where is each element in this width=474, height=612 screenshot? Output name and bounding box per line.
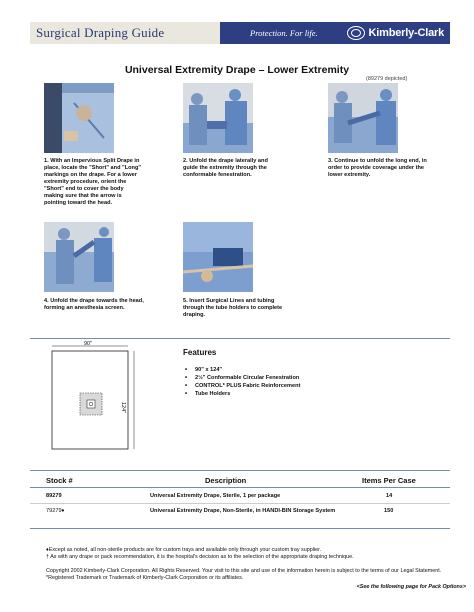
row-1-qty: 14 [386,493,393,499]
feature-item: • 90" x 124" [185,366,300,374]
page-header [30,22,450,44]
table-bottom-divider [30,528,450,529]
step-5-photo [183,222,253,292]
kc-emblem-icon [347,26,365,40]
step-1-photo [44,83,114,153]
table-row-divider [30,503,450,504]
features-list [185,366,300,398]
step-2-caption: 2. Unfold the drape laterally and guide the extremity through the conformable fenestration. [183,158,268,178]
row-2-qty: 150 [384,508,394,514]
feature-item: • CONTROL* PLUS Fabric Reinforcement [185,382,300,390]
step-3-caption: 3. Continue to unfold the long end, in order to provide coverage under the lower extremity. [328,158,427,178]
width-dimension-label: 90" [84,341,93,347]
depicted-note: (89279 depicted) [366,76,408,82]
col-header-stock: Stock # [46,476,73,485]
header-brand-panel [220,22,450,44]
header-title-panel [30,22,220,44]
document-title: Universal Extremity Drape – Lower Extremity [124,64,350,76]
step-5-caption: 5. Insert Surgical Lines and tubing through the tube holders to complete draping. [183,298,283,318]
see-next-page-link[interactable]: <See the following page for Pack Options> [356,584,466,590]
step-2-photo [183,83,253,153]
kimberly-clark-logo [347,26,444,40]
row-1-stock: 89279 [46,493,62,499]
table-top-divider [30,470,450,471]
feature-item: • Tube Holders [185,390,300,398]
feature-item: • 2½" Conformable Circular Fenestration [185,374,300,382]
section-divider [30,338,450,339]
table-header-divider [30,487,450,488]
row-2-stock: 79279♦ [46,508,65,514]
col-header-items-per-case: Items Per Case [362,476,416,485]
col-header-description: Description [205,476,247,485]
row-1-description: Universal Extremity Drape, Sterile, 1 per package [150,493,281,499]
step-3-photo [328,83,398,153]
footnote-nonsterile: ♦Except as noted, all non-sterile products are for custom trays and available only through your custom tray supplier. [46,547,322,553]
guide-title: Surgical Draping Guide [36,25,165,40]
length-dimension-label: 124" [120,402,126,414]
row-2-description: Universal Extremity Drape, Non-Sterile, in HANDI-BIN Storage System [150,508,336,514]
features-heading: Features [183,348,217,357]
footnote-recommendation: † As with any drape or pack recommendation, it is the hospital's decision as to the selection of the appropriate draping technique. [46,554,354,560]
step-1-caption: 1. With an Impervious Split Drape in place, locate the "Short" and "Long" markings on the drape. For a lower extremity procedure, orient the "Short" end to cover the body making sure that the arrow is pointing toward the head. [44,158,142,206]
step-4-caption: 4. Unfold the drape towards the head, forming an anesthesia screen. [44,298,144,311]
brand-tagline: Protection. For life. [250,28,318,38]
brand-name: Kimberly-Clark [368,27,444,39]
step-4-photo [44,222,114,292]
drape-diagram [44,343,144,455]
copyright-notice: Copyright 2002 Kimberly-Clark Corporation. All Rights Reserved. Your visit to this site and use of the information herein is subject to the terms of our Legal Statement. *Registered Trademark or Trademark of Kimberly-Clark Corporation or its affiliates. [46,568,442,581]
